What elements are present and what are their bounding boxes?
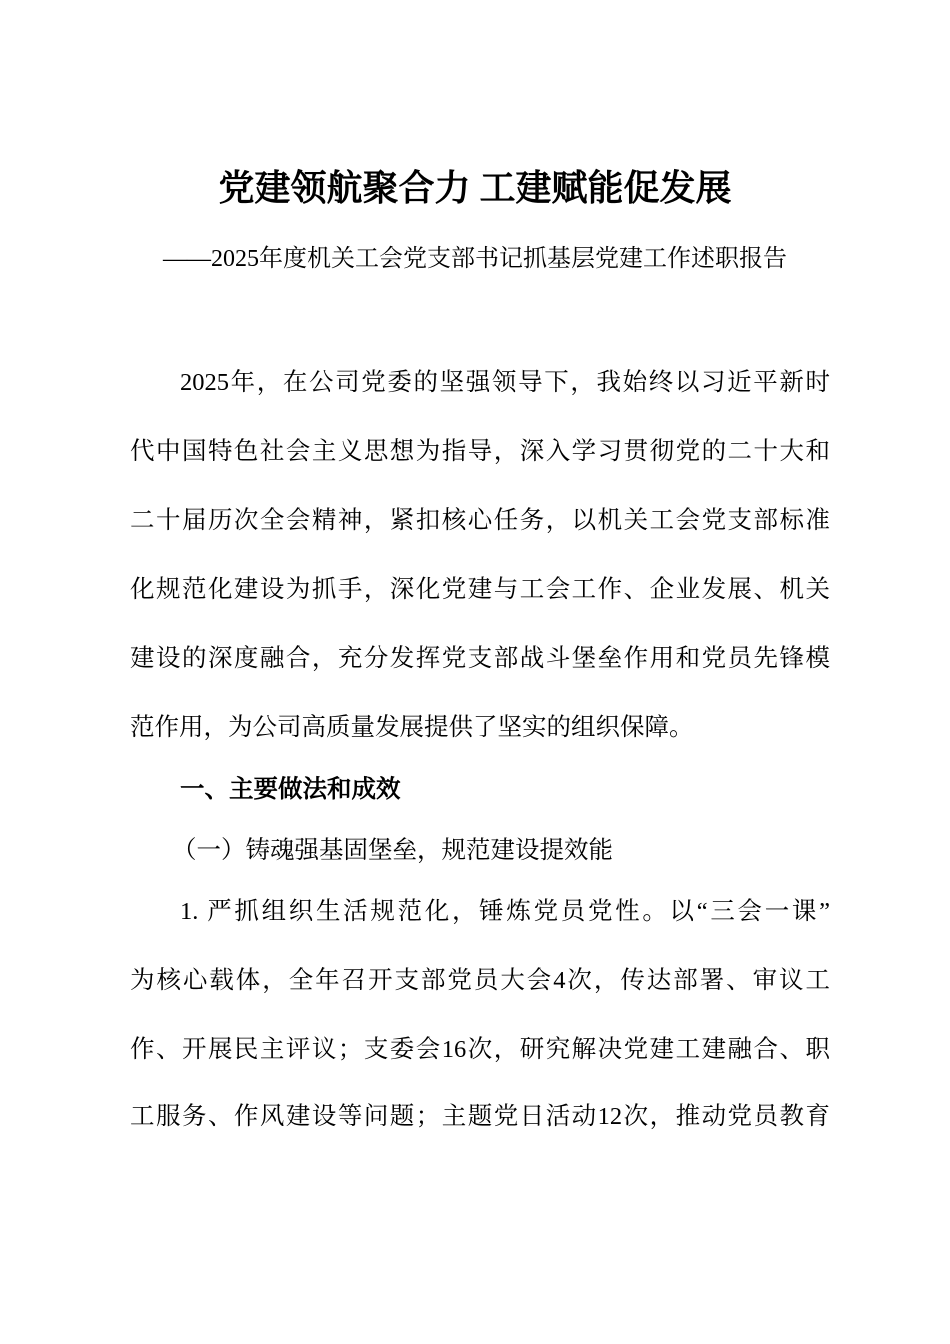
paragraph-line: 作、开展民主评议；支委会16次，研究解决党建工建融合、职 bbox=[130, 1036, 830, 1063]
paragraph-line: 化规范化建设为抓手，深化党建与工会工作、企业发展、机关 bbox=[130, 576, 830, 603]
paragraph-line: 工服务、作风建设等问题；主题党日活动12次，推动党员教育 bbox=[130, 1103, 830, 1130]
section-heading: 一、主要做法和成效 bbox=[180, 776, 401, 803]
document-title: 党建领航聚合力 工建赋能促发展 bbox=[218, 168, 732, 208]
paragraph-line: 范作用，为公司高质量发展提供了坚实的组织保障。 bbox=[130, 714, 694, 741]
document-subtitle: ——2025年度机关工会党支部书记抓基层党建工作述职报告 bbox=[163, 246, 787, 272]
paragraph-line: 代中国特色社会主义思想为指导，深入学习贯彻党的二十大和 bbox=[130, 438, 830, 465]
paragraph-line: 2025年，在公司党委的坚强领导下，我始终以习近平新时 bbox=[180, 369, 830, 396]
paragraph-line: 为核心载体，全年召开支部党员大会4次，传达部署、审议工 bbox=[130, 967, 830, 994]
paragraph-line: 1. 严抓组织生活规范化，锤炼党员党性。以“三会一课” bbox=[180, 898, 830, 925]
paragraph-line: 建设的深度融合，充分发挥党支部战斗堡垒作用和党员先锋模 bbox=[130, 645, 830, 672]
paragraph-line: 二十届历次全会精神，紧扣核心任务，以机关工会党支部标准 bbox=[130, 507, 830, 534]
subsection-heading: （一）铸魂强基固堡垒，规范建设提效能 bbox=[172, 837, 613, 864]
